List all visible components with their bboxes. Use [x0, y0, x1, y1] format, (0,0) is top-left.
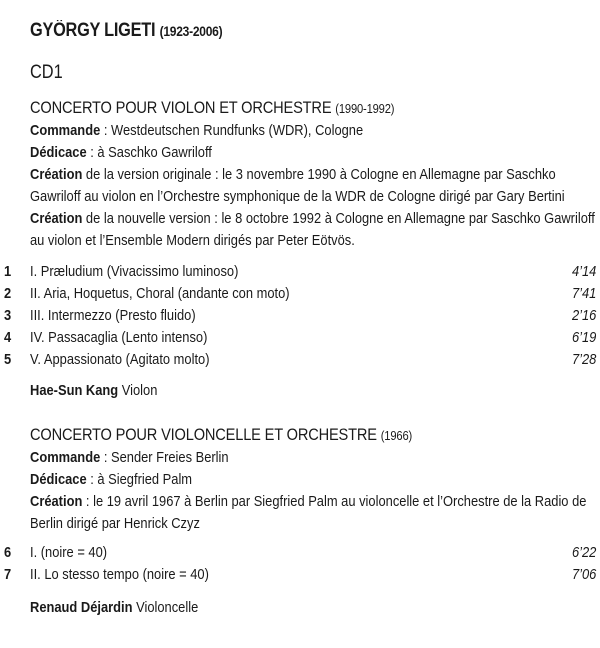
dedicace-line — [30, 469, 589, 491]
cd-label: CD1 — [30, 62, 63, 83]
track-title: II. Aria, Hoquetus, Choral (andante con moto) — [30, 285, 290, 302]
creation-label: Création — [30, 493, 83, 510]
work-year: (1966) — [380, 428, 413, 443]
creation-line — [30, 491, 589, 513]
performer-violin — [30, 380, 157, 402]
track-duration: 4’14 — [571, 263, 596, 280]
work-cello-concerto — [30, 424, 589, 535]
work-violin-concerto — [30, 97, 595, 252]
creation-original-line-2: Gawriloff au violon en l’Orchestre symphonique de la WDR de Cologne dirigé par Gary Bertini — [30, 188, 565, 205]
track-title: IV. Passacaglia (Lento intenso) — [30, 329, 208, 346]
track-duration: 6’19 — [571, 329, 596, 346]
track-title: I. Præludium (Vivacissimo luminoso) — [30, 263, 239, 280]
track-number: 7 — [4, 566, 12, 583]
dedicace-label: Dédicace — [30, 471, 87, 488]
track-row — [0, 305, 600, 327]
track-number: 5 — [4, 351, 12, 368]
track-title: II. Lo stesso tempo (noire = 40) — [30, 566, 209, 583]
track-list-violin — [0, 261, 600, 371]
track-duration: 2’16 — [571, 307, 596, 324]
commande-label: Commande — [30, 122, 101, 139]
performer-name: Renaud Déjardin — [30, 599, 133, 616]
work-year: (1990-1992) — [335, 101, 395, 116]
track-duration: 7’06 — [571, 566, 596, 583]
dedicace-value: : à Saschko Gawriloff — [86, 144, 212, 161]
performer-name: Hae-Sun Kang — [30, 382, 119, 399]
track-number: 6 — [4, 544, 12, 561]
dedicace-label: Dédicace — [30, 144, 87, 161]
composer-heading — [30, 20, 222, 42]
creation-label: Création — [30, 210, 83, 227]
track-title: I. (noire = 40) — [30, 544, 108, 561]
commande-value: : Sender Freies Berlin — [100, 449, 229, 466]
track-list-cello — [0, 542, 600, 586]
creation-text: : le 19 avril 1967 à Berlin par Siegfried Palm au violoncelle et l’Orchestre de la Radio de — [82, 493, 587, 510]
composer-name: GYÖRGY LIGETI — [30, 20, 156, 41]
work-title — [30, 424, 589, 447]
track-row — [0, 283, 600, 305]
work-title — [30, 97, 589, 120]
performer-cello — [30, 597, 198, 619]
track-duration: 7’28 — [571, 351, 596, 368]
track-duration: 6’22 — [571, 544, 596, 561]
creation-line-2: Berlin dirigé par Henrick Czyz — [30, 515, 200, 532]
track-title: V. Appassionato (Agitato molto) — [30, 351, 210, 368]
creation-original-line — [30, 164, 589, 186]
track-number: 2 — [4, 285, 12, 302]
commande-label: Commande — [30, 449, 101, 466]
performer-role: Violoncelle — [132, 599, 199, 616]
track-row — [0, 564, 600, 586]
track-title: III. Intermezzo (Presto fluido) — [30, 307, 196, 324]
performer-role: Violon — [118, 382, 158, 399]
dedicace-line — [30, 142, 589, 164]
creation-new-line — [30, 208, 595, 230]
creation-label: Création — [30, 166, 83, 183]
creation-text: de la nouvelle version : le 8 octobre 1992 à Cologne en Allemagne par Saschko Gawriloff — [82, 210, 595, 227]
work-title-text: CONCERTO POUR VIOLON ET ORCHESTRE — [30, 98, 332, 117]
track-number: 1 — [4, 263, 12, 280]
track-duration: 7’41 — [571, 285, 596, 302]
creation-new-line-2: au violon et l’Ensemble Modern dirigés par Peter Eötvös. — [30, 232, 355, 249]
track-row — [0, 349, 600, 371]
track-row — [0, 327, 600, 349]
track-row — [0, 261, 600, 283]
dedicace-value: : à Siegfried Palm — [86, 471, 193, 488]
track-row — [0, 542, 600, 564]
creation-text: de la version originale : le 3 novembre 1990 à Cologne en Allemagne par Saschko — [82, 166, 556, 183]
commande-line — [30, 120, 589, 142]
commande-line — [30, 447, 589, 469]
commande-value: : Westdeutschen Rundfunks (WDR), Cologne — [100, 122, 364, 139]
track-number: 3 — [4, 307, 12, 324]
track-number: 4 — [4, 329, 12, 346]
composer-dates: (1923-2006) — [159, 23, 223, 39]
work-title-text: CONCERTO POUR VIOLONCELLE ET ORCHESTRE — [30, 425, 377, 444]
